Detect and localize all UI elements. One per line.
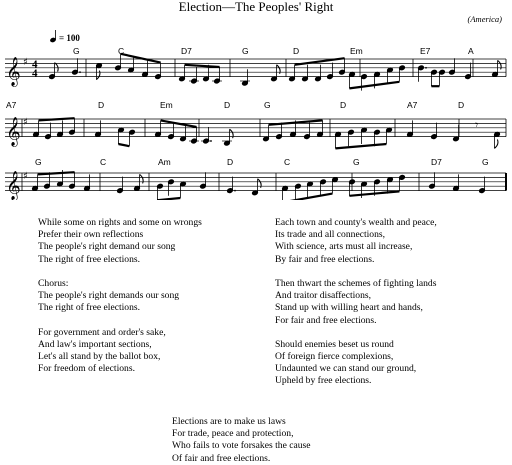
note <box>439 69 446 86</box>
chord-symbol: D <box>458 100 465 110</box>
lyric-line: Then thwart the schemes of fighting lands <box>275 277 437 289</box>
treble-clef: 𝄞 <box>6 116 21 146</box>
note <box>155 120 162 137</box>
chord-symbol: D <box>98 100 105 110</box>
lyric-line: Each town and county's wealth and peace, <box>275 217 437 228</box>
lyric-line: For fair and free elections. <box>275 314 377 326</box>
note-beam <box>157 198 180 200</box>
note <box>189 127 199 144</box>
chord-symbol: C <box>284 157 291 167</box>
note <box>289 65 296 82</box>
note <box>222 129 233 146</box>
key-sharp: ♯ <box>23 171 28 182</box>
lyric-line: The people's right demand our song <box>38 241 176 253</box>
note <box>115 54 122 71</box>
note <box>431 123 438 140</box>
note <box>332 177 339 194</box>
note <box>465 63 472 80</box>
note <box>407 120 414 137</box>
note <box>271 65 281 82</box>
note <box>429 172 436 189</box>
lyric-line: For trade, peace and protection, <box>172 428 294 440</box>
note-beam <box>39 118 75 120</box>
note <box>189 67 199 84</box>
note <box>33 120 40 137</box>
lyric-line: Of fair and free elections. <box>172 452 271 464</box>
lyric-line: Should enemies beset us round <box>275 338 394 350</box>
note <box>494 131 501 148</box>
lyrics-column-3 <box>172 416 311 465</box>
note-dot <box>210 140 212 142</box>
note <box>386 127 393 144</box>
note <box>252 179 262 196</box>
lyric-line: Undaunted we can stand our ground, <box>275 363 417 375</box>
chord-symbol: C <box>100 157 107 167</box>
note <box>387 67 394 84</box>
lyric-line: While some on rights and some on wrongs <box>38 217 202 228</box>
lyric-line: Elections are to make us laws <box>172 416 286 427</box>
lyric-line <box>275 266 437 278</box>
chord-symbol: D7 <box>181 46 192 56</box>
lyric-line: Prefer their own reflections <box>38 229 144 241</box>
lyric-line <box>275 327 437 339</box>
chord-symbol: Em <box>160 100 173 110</box>
note <box>361 127 368 144</box>
note <box>339 58 346 75</box>
song-title: Election—The Peoples' Right <box>178 0 334 14</box>
note <box>168 179 175 196</box>
note-beam <box>121 54 161 63</box>
note <box>431 69 438 86</box>
chord-symbol: A7 <box>407 100 418 110</box>
music-score <box>0 0 512 200</box>
tempo-value: = 100 <box>59 33 80 43</box>
note <box>168 123 175 140</box>
note <box>95 120 102 137</box>
note <box>69 118 76 135</box>
note <box>307 181 314 198</box>
song-origin: (America) <box>467 14 502 24</box>
note-dot <box>79 71 81 73</box>
lyric-line <box>38 315 202 327</box>
treble-clef: 𝄞 <box>6 56 21 86</box>
chord-symbol: A <box>468 46 474 56</box>
note <box>84 174 91 191</box>
note <box>327 63 334 80</box>
note <box>201 127 212 144</box>
note-beam <box>38 172 75 174</box>
note <box>492 60 502 77</box>
note <box>449 58 456 75</box>
note <box>180 181 187 198</box>
note <box>142 60 149 77</box>
chord-symbol: D <box>227 157 234 167</box>
chord-symbol: D7 <box>431 157 442 167</box>
note <box>282 185 289 200</box>
chord-symbol: G <box>73 46 80 56</box>
note <box>418 65 427 82</box>
lyric-line: Let's all stand by the ballot box, <box>38 351 161 363</box>
note-flag <box>494 139 498 148</box>
note <box>320 179 327 196</box>
note <box>128 56 135 73</box>
note <box>57 120 64 137</box>
lyric-line: Who fails to vote forsakes the cause <box>172 440 311 452</box>
chord-symbol: D <box>224 100 231 110</box>
chord-symbol: G <box>264 100 271 110</box>
chord-symbol: E7 <box>420 46 431 56</box>
key-sharp: ♯ <box>23 57 28 68</box>
note <box>302 65 309 82</box>
note-dot <box>425 67 427 69</box>
lyric-line: For freedom of elections. <box>38 363 135 375</box>
note-beam <box>185 65 220 67</box>
note-beam <box>118 144 129 146</box>
lyric-line: The right of free elections. <box>38 302 141 314</box>
lyric-line: And law's important sections, <box>38 338 152 350</box>
lyric-line: Stand up with willing heart and hands, <box>275 302 423 314</box>
note-dot <box>234 190 236 192</box>
note <box>349 71 356 88</box>
chord-symbol: Em <box>350 46 363 56</box>
note <box>155 63 162 80</box>
note <box>134 174 144 191</box>
note <box>335 131 342 148</box>
lyric-line: By fair and free elections. <box>275 253 375 265</box>
time-sig-bottom: 4 <box>32 67 38 80</box>
note <box>45 123 52 140</box>
treble-clef: 𝄞 <box>6 170 21 200</box>
chord-symbols <box>6 46 489 167</box>
lyric-line <box>38 266 202 278</box>
note <box>117 177 124 194</box>
lyrics-column-2 <box>275 217 437 388</box>
note <box>348 129 355 146</box>
chord-symbol: D <box>293 46 300 56</box>
note <box>180 125 187 142</box>
lyric-line: With science, arts must all increase, <box>275 241 413 253</box>
note <box>179 65 186 82</box>
note <box>399 174 406 191</box>
note <box>227 177 236 194</box>
note <box>157 183 164 200</box>
chord-symbol: G <box>482 157 489 167</box>
note <box>479 177 486 194</box>
note <box>295 183 302 200</box>
note <box>32 174 39 191</box>
note <box>399 65 406 82</box>
lyric-line: Chorus: <box>38 277 69 289</box>
staves <box>5 57 506 200</box>
lyric-line: The right of free elections. <box>38 253 141 265</box>
lyrics-column-1 <box>38 217 202 375</box>
time-sig-top: 4 <box>32 58 38 71</box>
chord-symbol: A7 <box>6 100 17 110</box>
note <box>453 125 460 142</box>
chord-symbol: Am <box>158 157 171 167</box>
note-beam <box>335 144 386 148</box>
key-sharp: ♯ <box>23 117 28 128</box>
note <box>118 127 125 144</box>
note <box>361 74 368 91</box>
note <box>453 174 460 191</box>
chord-symbol: G <box>35 157 42 167</box>
note <box>315 65 322 82</box>
note <box>69 172 76 189</box>
lyric-line: Upheld by free elections. <box>275 375 372 387</box>
note <box>96 63 103 80</box>
lyric-line: Of foreign fierce complexions, <box>275 351 394 363</box>
lyric-line: For government and order's sake, <box>38 326 166 338</box>
note <box>317 120 324 137</box>
note-flag <box>55 63 59 72</box>
lyric-line: Its trade and all connections, <box>275 229 386 241</box>
tempo-marking <box>49 30 80 43</box>
rest: 𝄾 <box>475 118 479 132</box>
chord-symbol: C <box>118 46 125 56</box>
note <box>304 123 311 140</box>
lyric-line: And traitor disaffections, <box>275 290 372 302</box>
note <box>212 67 222 84</box>
chord-symbol: G <box>353 157 360 167</box>
staff-system-2 <box>5 117 506 147</box>
chord-symbol: D <box>340 100 347 110</box>
note <box>49 63 59 80</box>
note <box>263 125 270 142</box>
note <box>129 129 136 146</box>
lyric-line: The people's right demands our song <box>38 290 180 302</box>
note <box>200 172 207 189</box>
chord-symbol: G <box>242 46 249 56</box>
notes <box>32 54 502 200</box>
note <box>72 58 81 75</box>
note <box>240 69 250 86</box>
